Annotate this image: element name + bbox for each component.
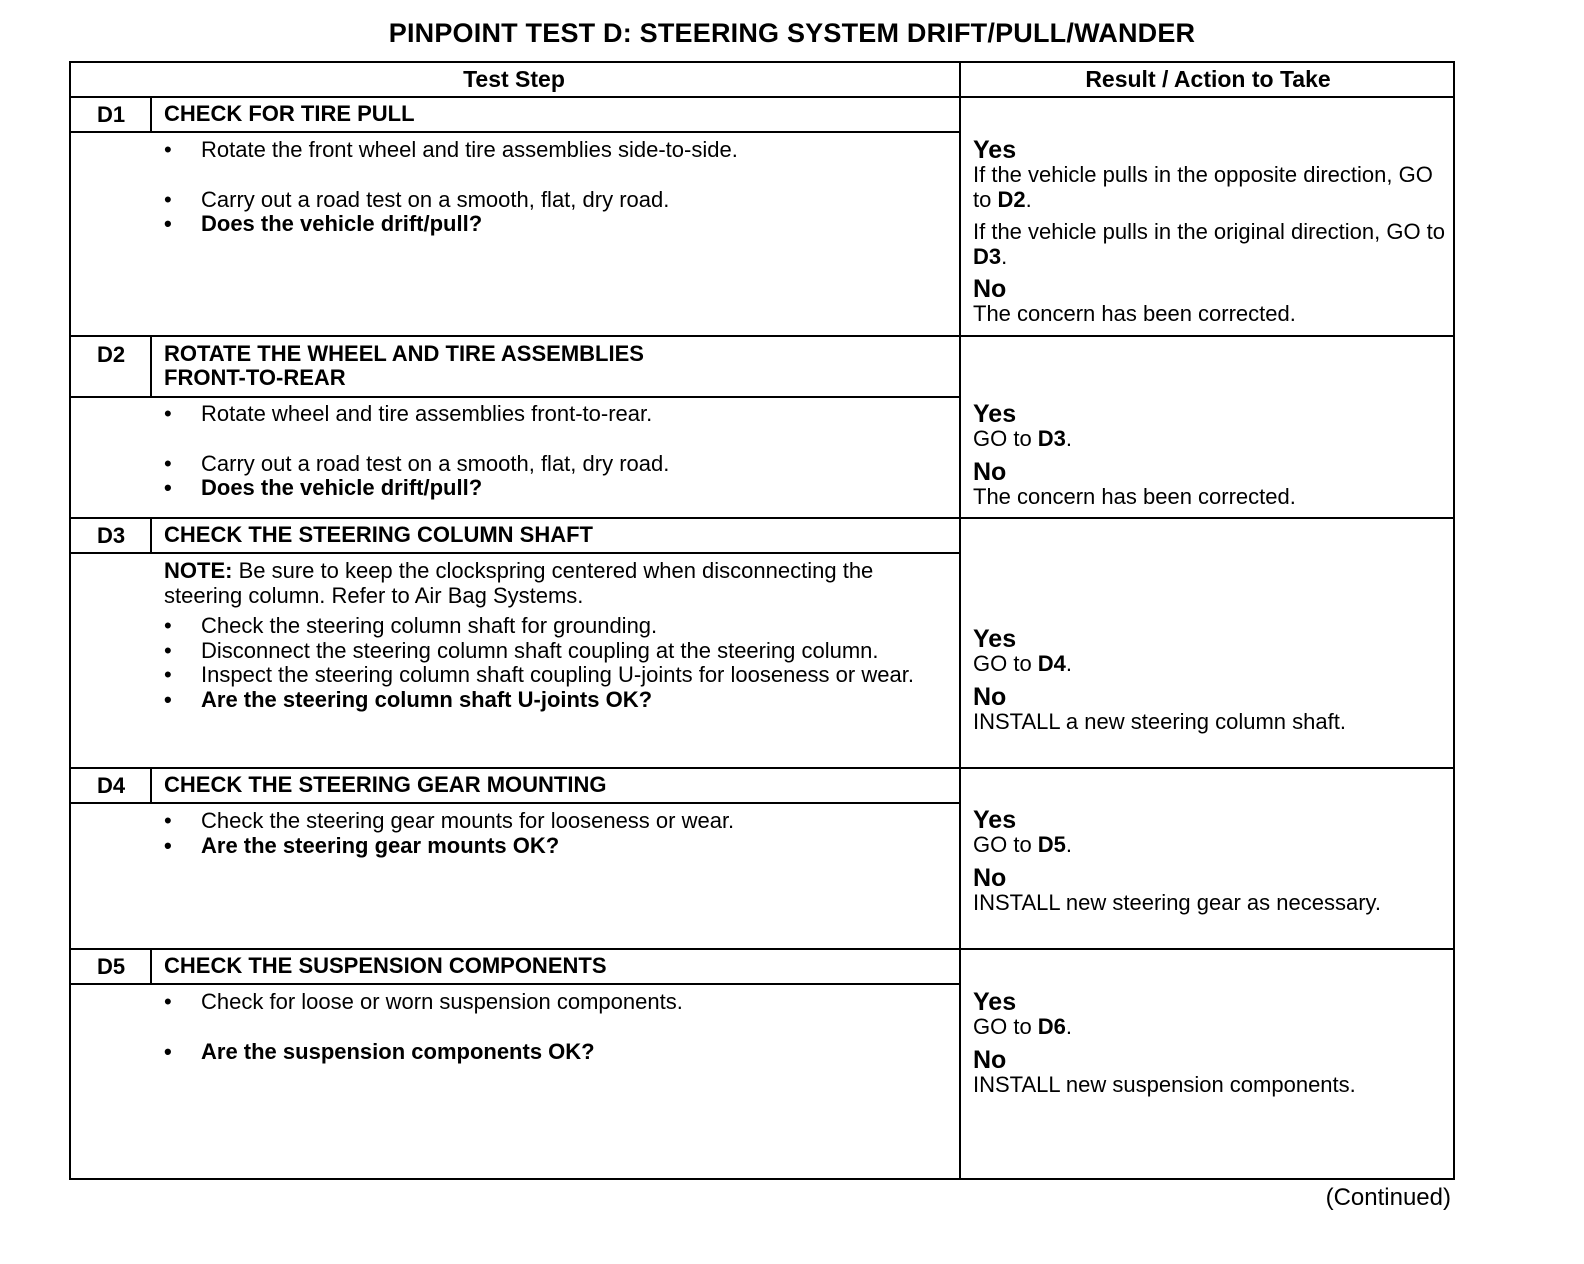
yes-action: GO to D6. bbox=[973, 1014, 1073, 1039]
row-divider-d5 bbox=[69, 948, 1455, 950]
step-body-d3 bbox=[164, 559, 949, 712]
step-title-d2 bbox=[164, 342, 944, 390]
row-divider-d3 bbox=[69, 517, 1455, 519]
step-id-d5: D5 bbox=[96, 954, 126, 979]
bullet-item: • Inspect the steering column shaft coupling U-joints for looseness or wear. bbox=[164, 663, 949, 688]
result-d3 bbox=[973, 627, 1451, 734]
title-divider-d2 bbox=[69, 396, 959, 398]
no-label: No bbox=[973, 682, 1007, 711]
title-divider-d5 bbox=[69, 983, 959, 985]
step-reference: D5 bbox=[1037, 832, 1066, 857]
yes-action-text: GO to bbox=[973, 832, 1038, 857]
bullet-item: • Disconnect the steering column shaft coupling at the steering column. bbox=[164, 639, 949, 664]
bullet-question: • Does the vehicle drift/pull? bbox=[164, 476, 949, 501]
yes-label: Yes bbox=[973, 988, 1017, 1016]
step-id-d1: D1 bbox=[96, 102, 126, 127]
step-reference: D6 bbox=[1037, 1014, 1066, 1039]
step-id-d4: D4 bbox=[96, 773, 126, 798]
row-divider-d2 bbox=[69, 335, 1455, 337]
no-label: No bbox=[973, 457, 1007, 486]
bullet-question: • Are the suspension components OK? bbox=[164, 1040, 949, 1065]
bullet-question: • Does the vehicle drift/pull? bbox=[164, 212, 949, 237]
step-body-d1 bbox=[164, 138, 949, 237]
step-title-d5: CHECK THE SUSPENSION COMPONENTS bbox=[164, 953, 607, 978]
no-action: INSTALL new steering gear as necessary. bbox=[973, 889, 1382, 915]
bullet-question: • Are the steering gear mounts OK? bbox=[164, 834, 949, 859]
no-action: The concern has been corrected. bbox=[973, 483, 1296, 509]
step-title-line: ROTATE THE WHEEL AND TIRE ASSEMBLIES bbox=[164, 341, 644, 366]
yes-action-text: GO to bbox=[973, 1014, 1038, 1039]
result-d2 bbox=[973, 402, 1451, 509]
result-d5 bbox=[973, 990, 1451, 1097]
yes-action: If the vehicle pulls in the opposite direction, GO to D2. bbox=[973, 162, 1433, 212]
result-d1 bbox=[973, 138, 1451, 327]
yes-label: Yes bbox=[973, 400, 1017, 428]
no-action: INSTALL a new steering column shaft. bbox=[973, 708, 1346, 734]
bullet-item: • Check the steering column shaft for grounding. bbox=[164, 614, 949, 639]
step-reference: D3 bbox=[1037, 426, 1066, 451]
title-divider-d1 bbox=[69, 131, 959, 133]
step-body-d5 bbox=[164, 990, 949, 1064]
step-id-d2: D2 bbox=[96, 342, 126, 367]
yes-action: GO to D5. bbox=[973, 832, 1073, 857]
no-label: No bbox=[973, 275, 1007, 303]
note-body: Be sure to keep the clockspring centered when disconnecting the steering column. Refer to bbox=[164, 558, 874, 608]
step-reference: D3 bbox=[973, 243, 1002, 269]
header-test-step: Test Step bbox=[463, 66, 565, 92]
bullet-item: • Rotate wheel and tire assemblies front-to-rear. bbox=[164, 402, 949, 427]
no-action: The concern has been corrected. bbox=[973, 301, 1296, 326]
step-title-line: FRONT-TO-REAR bbox=[164, 365, 346, 390]
yes-action-text: If the vehicle pulls in the opposite direction, GO to bbox=[973, 162, 1433, 212]
title-divider-d4 bbox=[69, 802, 959, 804]
title-divider-d3 bbox=[69, 552, 959, 554]
step-reference: D2 bbox=[997, 186, 1026, 212]
bullet-item: • Carry out a road test on a smooth, flat, dry road. bbox=[164, 452, 949, 477]
bullet-item: • Carry out a road test on a smooth, flat, dry road. bbox=[164, 188, 949, 213]
yes-action: GO to D4. bbox=[973, 651, 1073, 676]
step-title-d4: CHECK THE STEERING GEAR MOUNTING bbox=[164, 772, 607, 797]
no-label: No bbox=[973, 863, 1007, 892]
step-title-d1: CHECK FOR TIRE PULL bbox=[164, 101, 415, 126]
no-label: No bbox=[973, 1045, 1007, 1074]
step-title-d3: CHECK THE STEERING COLUMN SHAFT bbox=[164, 522, 593, 547]
yes-action: If the vehicle pulls in the original direction, GO to D3. bbox=[973, 219, 1446, 269]
note-text bbox=[164, 559, 949, 608]
continued-label: (Continued) bbox=[1325, 1184, 1451, 1211]
no-action: INSTALL new suspension components. bbox=[973, 1071, 1356, 1097]
step-body-d4 bbox=[164, 809, 949, 858]
step-body-d2 bbox=[164, 402, 949, 501]
step-id-d3: D3 bbox=[96, 523, 126, 548]
note-label: NOTE: bbox=[164, 558, 233, 583]
step-reference: D4 bbox=[1037, 651, 1066, 676]
note-reference: Air Bag Systems. bbox=[414, 582, 584, 608]
bullet-item: • Rotate the front wheel and tire assemblies side-to-side. bbox=[164, 138, 949, 163]
yes-action-text: GO to bbox=[973, 426, 1038, 451]
yes-action-text: If the vehicle pulls in the original direction, GO to bbox=[973, 219, 1446, 244]
yes-label: Yes bbox=[973, 136, 1017, 164]
bullet-question: • Are the steering column shaft U-joints OK? bbox=[164, 688, 949, 713]
column-divider bbox=[959, 61, 961, 1180]
yes-action: GO to D3. bbox=[973, 426, 1073, 451]
yes-label: Yes bbox=[973, 625, 1017, 653]
result-d4 bbox=[973, 808, 1451, 915]
yes-action-text: GO to bbox=[973, 651, 1038, 676]
bullet-item: • Check the steering gear mounts for looseness or wear. bbox=[164, 809, 949, 834]
yes-label: Yes bbox=[973, 806, 1017, 834]
row-divider-d4 bbox=[69, 767, 1455, 769]
page-title: PINPOINT TEST D: STEERING SYSTEM DRIFT/PULL/WANDER bbox=[388, 18, 1196, 48]
bullet-item: • Check for loose or worn suspension components. bbox=[164, 990, 949, 1015]
header-result-action: Result / Action to Take bbox=[1085, 66, 1331, 92]
